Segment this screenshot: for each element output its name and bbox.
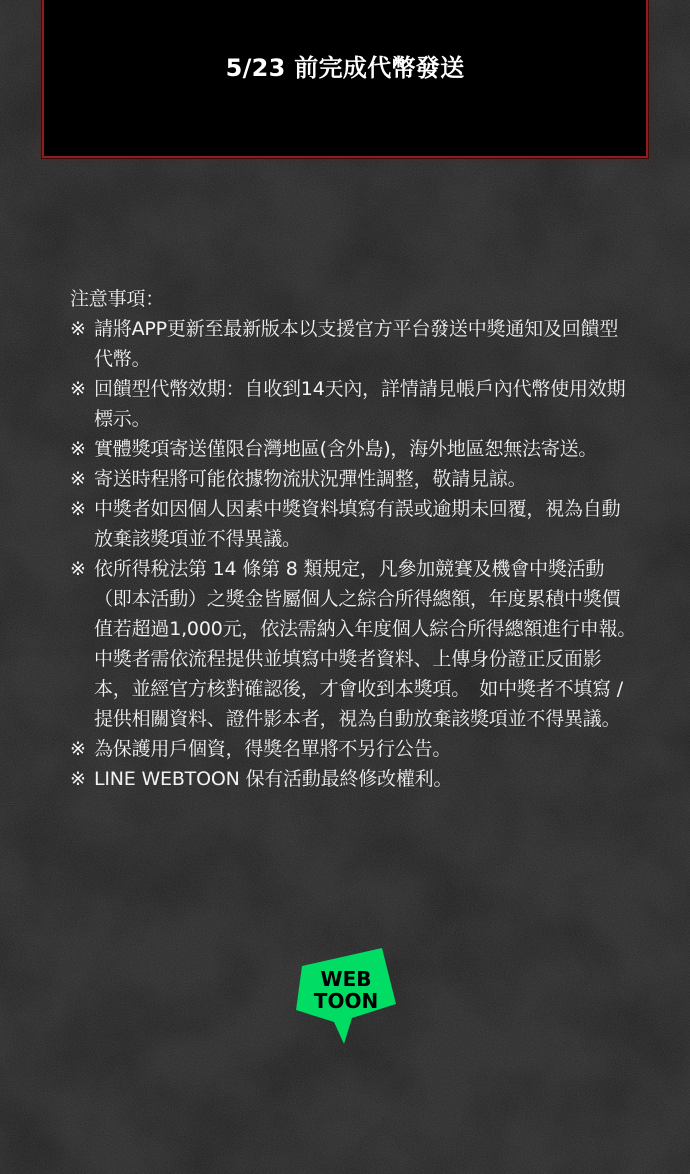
note-mark: ※ [70,558,86,580]
note-text: LINE WEBTOON 保有活動最終修改權利。 [94,768,453,790]
note-item-coin-validity [70,374,630,434]
note-item-shipping-region [70,434,630,464]
note-mark: ※ [70,738,86,760]
notes-section [70,284,646,794]
note-mark: ※ [70,318,86,340]
note-text: 實體獎項寄送僅限台灣地區(含外島)，海外地區恕無法寄送。 [94,438,598,460]
note-mark: ※ [70,468,86,490]
logo-line1: WEB [320,967,372,991]
logo-line2: TOON [313,989,379,1013]
note-text: 為保護用戶個資，得獎名單將不另行公告。 [94,738,452,760]
note-text: 寄送時程將可能依據物流狀況彈性調整，敬請見諒。 [94,468,527,490]
note-mark: ※ [70,768,86,790]
notes-title: 注意事項： [70,288,165,310]
note-item-privacy [70,734,630,764]
webtoon-logo-icon [294,946,398,1046]
header-banner [42,0,648,158]
note-mark: ※ [70,438,86,460]
note-mark: ※ [70,498,86,520]
note-item-tax-rules [70,554,646,734]
note-item-shipping-schedule [70,464,630,494]
note-text: 中獎者如因個人因素中獎資料填寫有誤或逾期未回覆，視為自動放棄該獎項並不得異議。 [94,498,621,550]
note-text: 請將APP更新至最新版本以支援官方平台發送中獎通知及回饋型代幣。 [94,318,619,370]
note-item-app-update [70,314,630,374]
note-item-rights [70,764,630,794]
header-title: 5/23 前完成代幣發送 [225,54,465,82]
note-text: 依所得稅法第 14 條第 8 類規定，凡參加競賽及機會中獎活動（即本活動）之獎金皆屬個人之綜合所得總額，年度累積中獎價值若超過1,000元，依法需納入年度個人綜合所得總額進行申報。 中獎者需依流程提供並填寫中獎者資料、上傳身份證正反面影本，並經官方核對確認後，才會收到本獎項。 如中獎者不填寫 / 提供相關資料、證件影本者，視為自動放棄該獎項並不得異議。 [94,558,646,730]
note-text: 回饋型代幣效期：自收到14天內，詳情請見帳戶內代幣使用效期標示。 [94,378,626,430]
note-item-winner-forfeit [70,494,630,554]
note-mark: ※ [70,378,86,400]
